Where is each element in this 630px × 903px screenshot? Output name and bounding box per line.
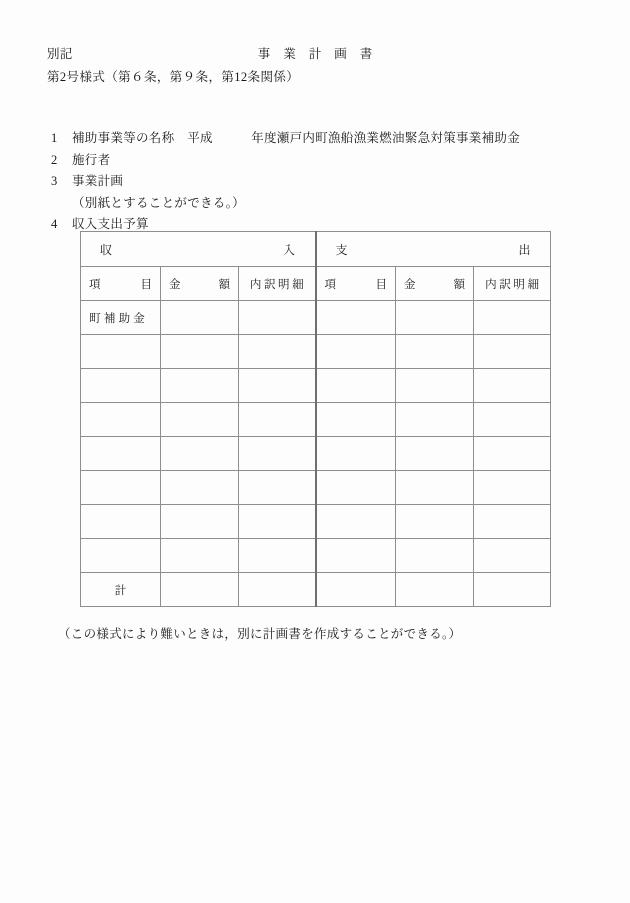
column-header-expense-item [316,267,396,301]
cell-expense-amount[interactable] [396,505,474,539]
cell-income-amount[interactable] [161,369,239,403]
cell-expense-detail[interactable] [474,505,551,539]
betsuki-label: 別記 [47,47,73,61]
table-body [81,301,551,607]
cell-expense-detail[interactable] [474,437,551,471]
item-sub-text: （別紙とすることができる。） [72,195,245,210]
column-header-expense-item-left: 項 [324,278,337,291]
cell-expense-amount[interactable] [396,301,474,335]
list-item [47,150,587,172]
cell-income-detail[interactable] [239,369,316,403]
table-row [81,301,551,335]
cell-income-item[interactable] [81,437,161,471]
cell-expense-item[interactable] [316,471,396,505]
column-header-expense-amount [396,267,474,301]
column-header-income-item-left: 項 [89,278,101,291]
cell-income-item[interactable] [81,369,161,403]
cell-income-amount[interactable] [161,437,239,471]
column-header-income-item [81,267,161,301]
cell-income-detail[interactable] [239,403,316,437]
item-number: 1 [51,131,58,145]
table-row [81,437,551,471]
cell-expense-amount[interactable] [396,437,474,471]
cell-expense-amount[interactable] [396,335,474,369]
column-header-income-detail-text: 内訳明細 [249,278,307,291]
column-header-expense-detail [474,267,551,301]
cell-income-amount[interactable] [161,301,239,335]
page-title: 事業計画書 [257,47,386,61]
cell-income-detail[interactable] [239,437,316,471]
cell-income-amount[interactable] [161,505,239,539]
cell-income-amount[interactable] [161,403,239,437]
table-row [81,369,551,403]
group-header-expense [316,232,551,267]
budget-table [80,231,551,607]
cell-total-expense-detail[interactable] [474,573,551,607]
group-header-income [81,232,316,267]
column-header-income-detail [239,267,316,301]
column-header-expense-detail-text: 内訳明細 [485,278,542,291]
item-text: 収入支出予算 [72,217,149,231]
cell-income-item[interactable] [81,505,161,539]
cell-total-income-amount[interactable] [161,573,239,607]
cell-income-detail[interactable] [239,505,316,539]
table-row [81,403,551,437]
cell-income-item[interactable] [81,539,161,573]
cell-expense-item[interactable] [316,437,396,471]
table-row [81,539,551,573]
cell-expense-amount[interactable] [396,403,474,437]
cell-income-item[interactable] [81,335,161,369]
item-number: 4 [51,217,58,231]
item-text: 施行者 [72,152,111,167]
group-header-expense-right: 出 [518,242,532,257]
cell-income-detail[interactable] [239,335,316,369]
cell-expense-detail[interactable] [474,301,551,335]
group-header-expense-left: 支 [335,242,349,257]
column-header-income-amount-right: 額 [218,278,230,291]
cell-income-item[interactable] [81,471,161,505]
item-number: 2 [51,152,58,167]
column-header-income-item-right: 目 [140,278,152,291]
cell-total-label: 計 [81,573,161,607]
cell-expense-amount[interactable] [396,471,474,505]
cell-total-income-detail[interactable] [239,573,316,607]
cell-expense-detail[interactable] [474,335,551,369]
item-text: 補助事業等の名称 平成 年度瀬戸内町漁船漁業燃油緊急対策事業補助金 [72,131,521,145]
cell-expense-detail[interactable] [474,471,551,505]
table-row [81,335,551,369]
column-header-expense-amount-left: 金 [404,278,416,291]
table-column-header-row [81,267,551,301]
cell-income-item[interactable] [81,403,161,437]
cell-expense-item[interactable] [316,369,396,403]
table-row [81,471,551,505]
cell-income-detail[interactable] [239,539,316,573]
list-item [47,171,587,193]
cell-expense-detail[interactable] [474,403,551,437]
footer-note: （この様式により難いときは，別に計画書を作成することができる。） [58,627,462,641]
cell-expense-amount[interactable] [396,539,474,573]
cell-income-amount[interactable] [161,471,239,505]
cell-expense-amount[interactable] [396,369,474,403]
cell-income-detail[interactable] [239,301,316,335]
cell-expense-detail[interactable] [474,539,551,573]
item-number: 3 [51,174,58,188]
cell-expense-item[interactable] [316,403,396,437]
list-item [47,128,587,150]
column-header-income-amount [161,267,239,301]
column-header-expense-amount-right: 額 [453,278,466,291]
cell-expense-item[interactable] [316,335,396,369]
cell-expense-item[interactable] [316,505,396,539]
cell-expense-detail[interactable] [474,369,551,403]
cell-expense-item[interactable] [316,539,396,573]
column-header-income-amount-left: 金 [169,278,181,291]
cell-income-amount[interactable] [161,539,239,573]
table-total-row [81,573,551,607]
cell-income-detail[interactable] [239,471,316,505]
numbered-items [47,128,587,236]
cell-total-expense-amount[interactable] [396,573,474,607]
group-header-income-left: 収 [100,242,113,257]
column-header-expense-item-right: 目 [375,278,388,291]
group-header-income-right: 入 [283,242,296,257]
table-row [81,505,551,539]
cell-total-expense-item[interactable] [316,573,396,607]
form-reference: 第2号様式（第６条，第９条，第12条関係） [47,70,300,84]
cell-expense-item[interactable] [316,301,396,335]
cell-income-item[interactable]: 町補助金 [81,301,161,335]
cell-income-amount[interactable] [161,335,239,369]
table-group-header-row [81,232,551,267]
item-text: 事業計画 [72,174,124,188]
